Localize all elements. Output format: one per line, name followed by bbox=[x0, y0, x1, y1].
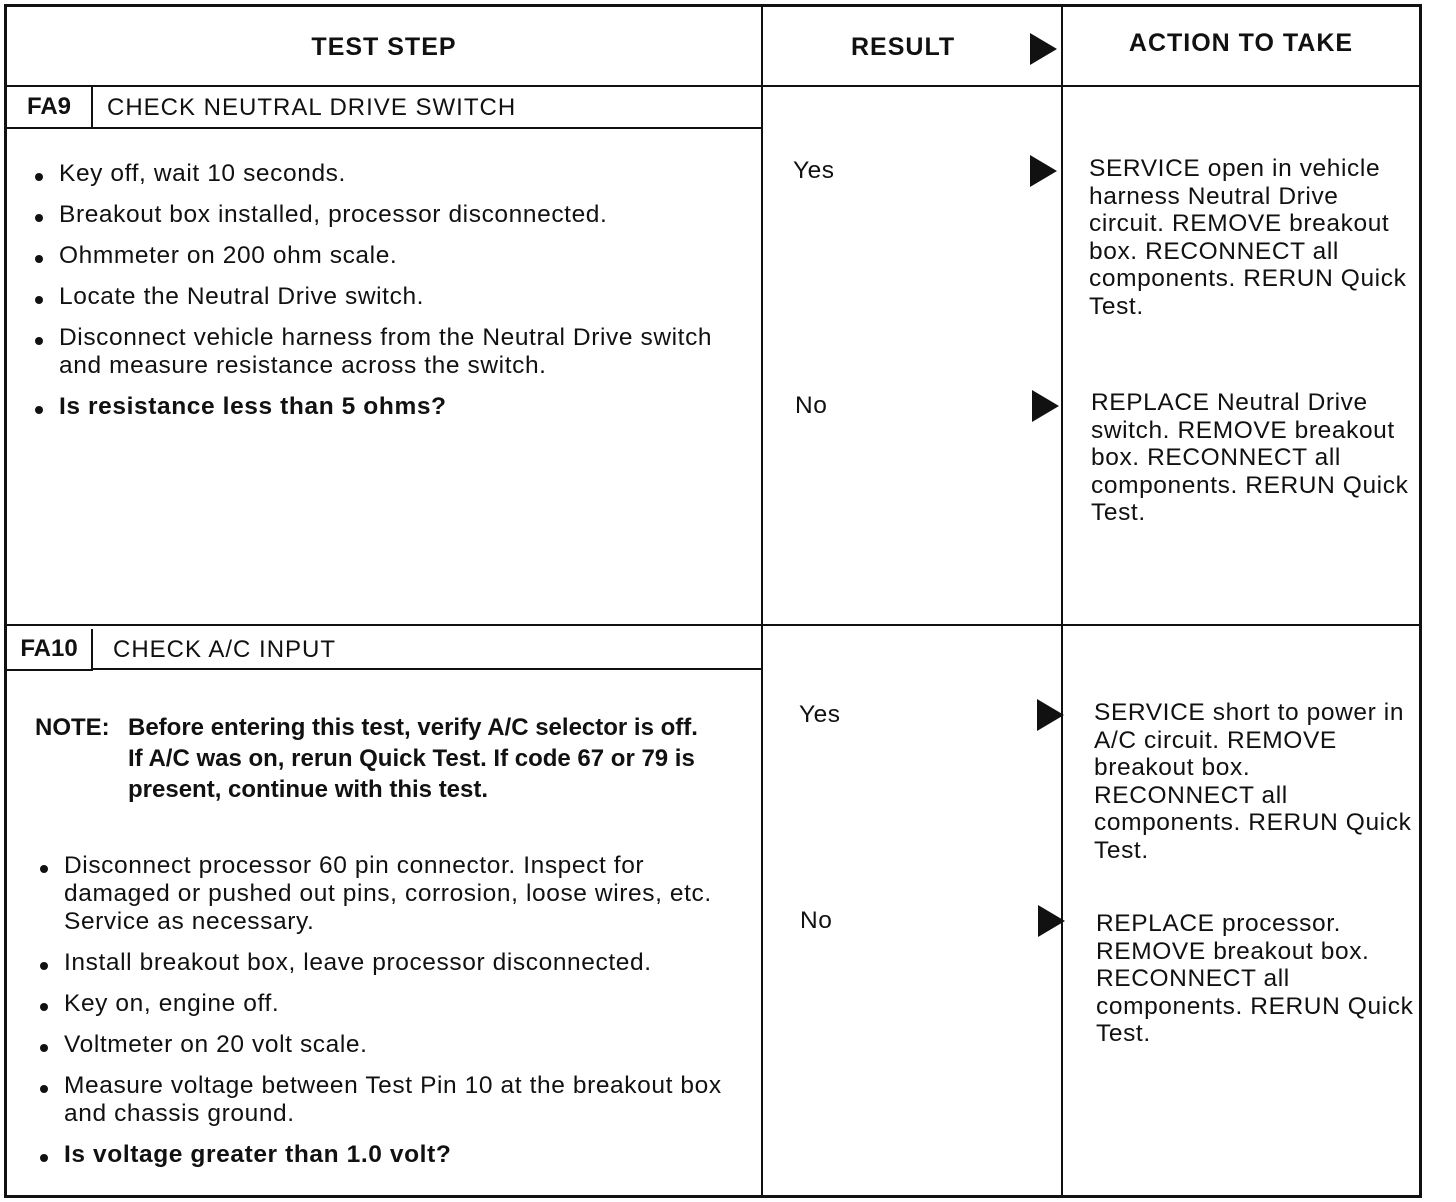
fa9-no-arrow-icon bbox=[1032, 390, 1059, 422]
fa10-step: Voltmeter on 20 volt scale. bbox=[34, 1031, 746, 1059]
header-arrow-icon bbox=[1030, 33, 1057, 65]
fa10-step: Key on, engine off. bbox=[34, 990, 746, 1018]
column-divider-action bbox=[1061, 7, 1063, 1195]
fa10-title-rule bbox=[93, 668, 761, 670]
fa9-step: Disconnect vehicle harness from the Neutral Drive switch and measure resistance across the switch. bbox=[29, 324, 739, 380]
fa10-yes-arrow-icon bbox=[1037, 699, 1064, 731]
fa9-code: FA9 bbox=[7, 87, 93, 129]
fa9-no-action: REPLACE Neutral Drive switch. REMOVE breakout box. RECONNECT all components. RERUN Quick Test. bbox=[1091, 389, 1409, 526]
fa10-no-label: No bbox=[800, 907, 833, 934]
fa9-question: Is resistance less than 5 ohms? bbox=[29, 393, 739, 421]
fa10-question: Is voltage greater than 1.0 volt? bbox=[34, 1141, 746, 1169]
fa9-step: Breakout box installed, processor disconnected. bbox=[29, 201, 739, 229]
fa10-no-arrow-icon bbox=[1038, 905, 1065, 937]
fa9-yes-action: SERVICE open in vehicle harness Neutral Drive circuit. REMOVE breakout box. RECONNECT all components. RERUN Quick Test. bbox=[1089, 155, 1407, 320]
fa10-note-text: Before entering this test, verify A/C selector is off. If A/C was on, rerun Quick Test. If code 67 or 79 is present, continue with this test. bbox=[128, 714, 698, 803]
fa10-step: Disconnect processor 60 pin connector. Inspect for damaged or pushed out pins, corrosion, loose wires, etc. Service as necessary. bbox=[34, 852, 746, 936]
fa10-note-label: NOTE: bbox=[35, 714, 110, 741]
fa10-steps bbox=[34, 852, 746, 1182]
fa9-yes-label: Yes bbox=[793, 157, 835, 184]
fa9-steps bbox=[29, 160, 739, 434]
test-step-table bbox=[4, 4, 1422, 1198]
fa10-note bbox=[35, 712, 735, 842]
fa9-yes-arrow-icon bbox=[1030, 155, 1057, 187]
header-action: ACTION TO TAKE bbox=[1128, 28, 1354, 57]
fa9-step: Ohmmeter on 200 ohm scale. bbox=[29, 242, 739, 270]
fa9-step: Locate the Neutral Drive switch. bbox=[29, 283, 739, 311]
column-divider-result bbox=[761, 7, 763, 1195]
section-divider bbox=[7, 624, 1419, 626]
fa10-code: FA10 bbox=[7, 629, 93, 671]
fa9-title: CHECK NEUTRAL DRIVE SWITCH bbox=[107, 94, 517, 121]
fa10-step: Install breakout box, leave processor disconnected. bbox=[34, 949, 746, 977]
fa10-title: CHECK A/C INPUT bbox=[113, 636, 337, 663]
fa10-yes-action: SERVICE short to power in A/C circuit. REMOVE breakout box. RECONNECT all components. RERUN Quick Test. bbox=[1094, 699, 1412, 864]
fa10-no-action: REPLACE processor. REMOVE breakout box. RECONNECT all components. RERUN Quick Test. bbox=[1096, 910, 1414, 1047]
fa9-no-label: No bbox=[795, 392, 828, 419]
fa9-step: Key off, wait 10 seconds. bbox=[29, 160, 739, 188]
fa10-step: Measure voltage between Test Pin 10 at the breakout box and chassis ground. bbox=[34, 1072, 746, 1128]
header-result: RESULT bbox=[851, 32, 956, 61]
fa10-yes-label: Yes bbox=[799, 701, 841, 728]
fa9-title-rule bbox=[93, 127, 761, 129]
header-test-step: TEST STEP bbox=[311, 32, 457, 61]
